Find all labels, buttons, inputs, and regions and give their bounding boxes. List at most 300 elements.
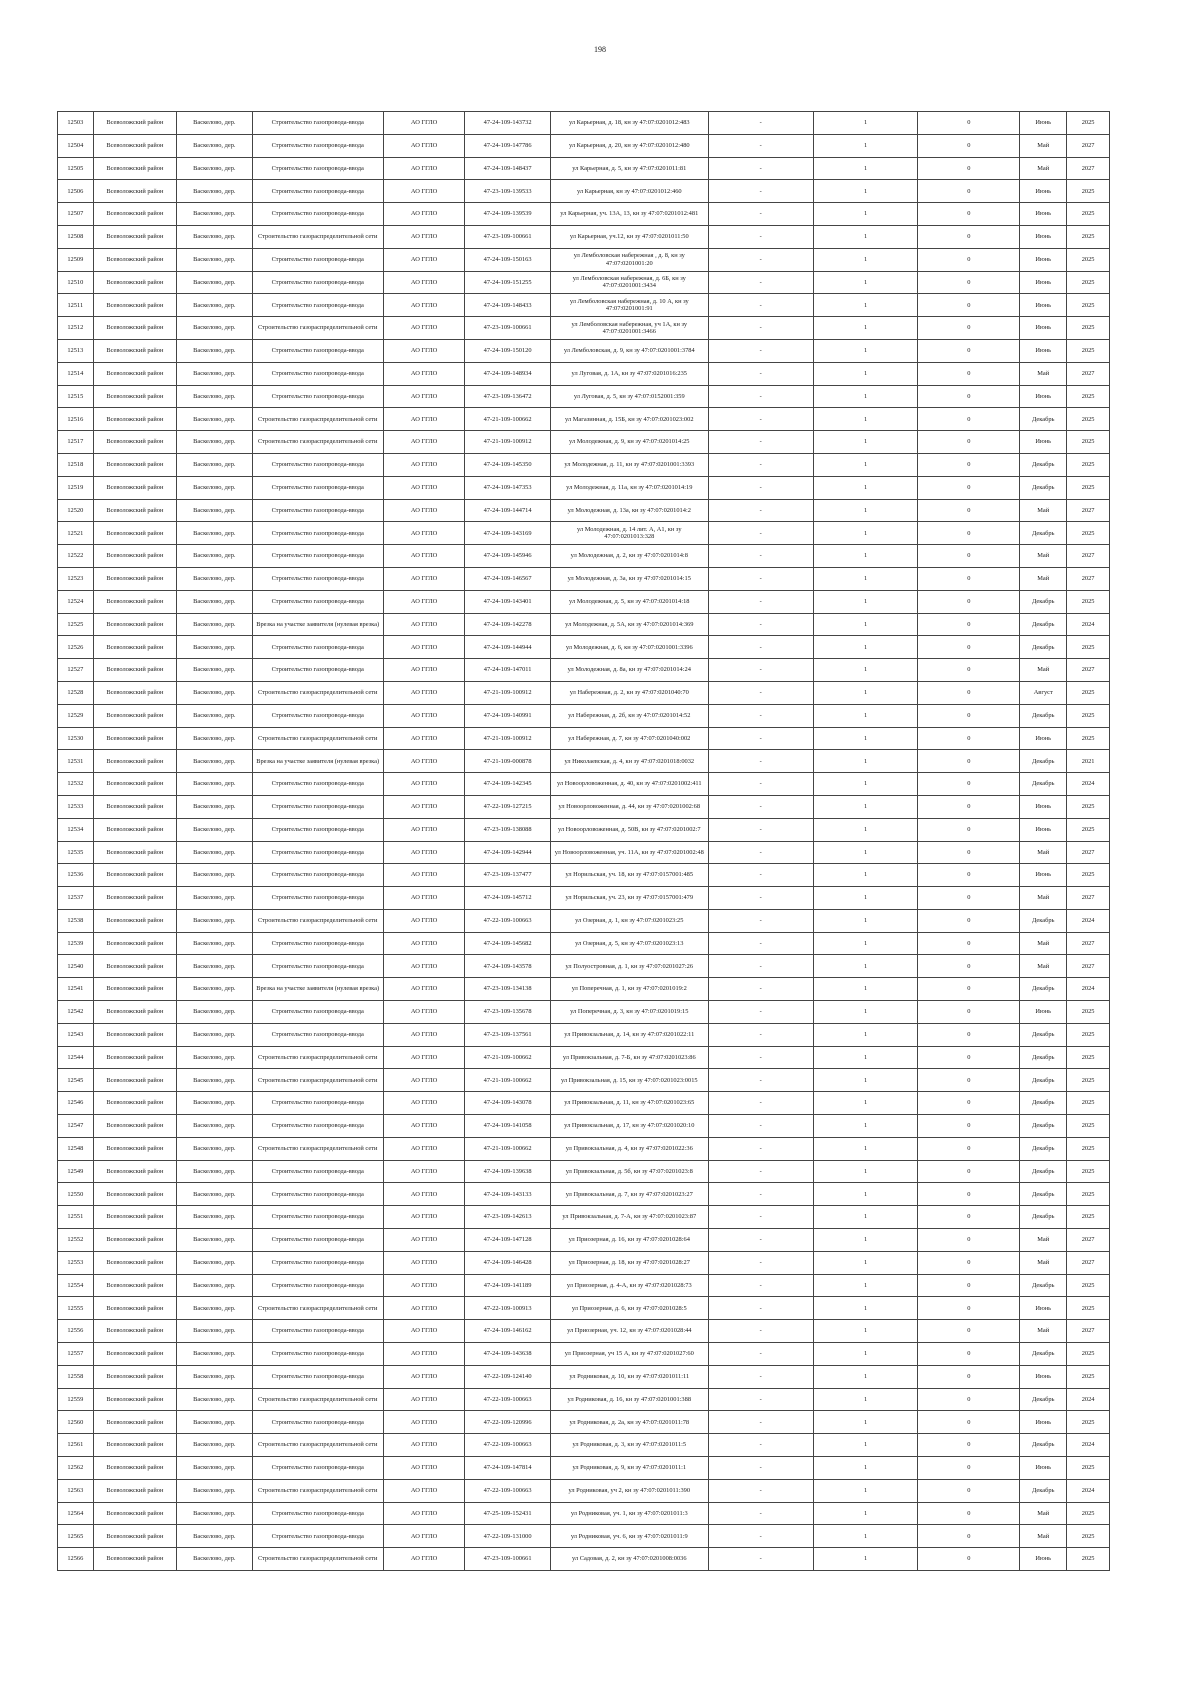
cell-placeholder-dash: -: [708, 773, 813, 796]
cell-quantity-zero: 0: [918, 1502, 1020, 1525]
cell-row-number: 12559: [58, 1388, 94, 1411]
cell-year: 2027: [1067, 567, 1110, 590]
cell-month: Декабрь: [1020, 1434, 1067, 1457]
cell-year: 2025: [1067, 818, 1110, 841]
cell-placeholder-dash: -: [708, 112, 813, 135]
cell-work-type: Строительство газораспределительной сети: [252, 1069, 383, 1092]
table-row: [58, 1274, 1110, 1297]
table-row: [58, 1320, 1110, 1343]
cell-work-type: Строительство газопровода-ввода: [252, 1320, 383, 1343]
cell-quantity-one: 1: [813, 248, 918, 271]
cell-district: Всеволожский район: [93, 1525, 177, 1548]
cell-quantity-zero: 0: [918, 408, 1020, 431]
cell-locality: Васкелово, дер.: [177, 1274, 252, 1297]
cell-placeholder-dash: -: [708, 157, 813, 180]
cell-object-code: 47-24-109-150120: [465, 339, 551, 362]
cell-work-type: Строительство газопровода-ввода: [252, 932, 383, 955]
cell-month: Декабрь: [1020, 636, 1067, 659]
cell-locality: Васкелово, дер.: [177, 909, 252, 932]
cell-quantity-zero: 0: [918, 887, 1020, 910]
cell-work-type: Строительство газопровода-ввода: [252, 453, 383, 476]
cell-quantity-zero: 0: [918, 271, 1020, 294]
cell-district: Всеволожский район: [93, 795, 177, 818]
cell-quantity-zero: 0: [918, 681, 1020, 704]
cell-locality: Васкелово, дер.: [177, 1137, 252, 1160]
table-row: [58, 385, 1110, 408]
cell-address: ул Привокзальная, д. 4, кн зу 47:07:0201022:36: [550, 1137, 708, 1160]
cell-quantity-one: 1: [813, 339, 918, 362]
table-row: [58, 1183, 1110, 1206]
cell-address: ул Новоорловоженная, д. 40, кн зу 47:07:0201002:411: [550, 773, 708, 796]
cell-row-number: 12520: [58, 499, 94, 522]
cell-month: Декабрь: [1020, 590, 1067, 613]
cell-work-type: Строительство газопровода-ввода: [252, 1023, 383, 1046]
table-row: [58, 1001, 1110, 1024]
cell-placeholder-dash: -: [708, 613, 813, 636]
cell-locality: Васкелово, дер.: [177, 613, 252, 636]
cell-address: ул Молодежная, д. 2, кн зу 47:07:0201014:8: [550, 545, 708, 568]
cell-object-code: 47-24-109-147814: [465, 1457, 551, 1480]
cell-quantity-zero: 0: [918, 453, 1020, 476]
cell-quantity-one: 1: [813, 1069, 918, 1092]
cell-object-code: 47-24-109-148433: [465, 294, 551, 317]
table-row: [58, 1046, 1110, 1069]
table-row: [58, 1457, 1110, 1480]
cell-district: Всеволожский район: [93, 1479, 177, 1502]
cell-locality: Васкелово, дер.: [177, 248, 252, 271]
cell-address: ул Карьерная, д. 18, кн зу 47:07:0201012:483: [550, 112, 708, 135]
cell-object-code: 47-24-109-142345: [465, 773, 551, 796]
cell-district: Всеволожский район: [93, 408, 177, 431]
cell-quantity-zero: 0: [918, 1137, 1020, 1160]
cell-work-type: Строительство газопровода-ввода: [252, 362, 383, 385]
cell-row-number: 12529: [58, 704, 94, 727]
cell-year: 2025: [1067, 248, 1110, 271]
cell-work-type: Строительство газопровода-ввода: [252, 545, 383, 568]
cell-quantity-zero: 0: [918, 932, 1020, 955]
cell-object-code: 47-24-109-141189: [465, 1274, 551, 1297]
table-row: [58, 1137, 1110, 1160]
cell-month: Декабрь: [1020, 1069, 1067, 1092]
cell-quantity-zero: 0: [918, 248, 1020, 271]
cell-quantity-one: 1: [813, 636, 918, 659]
cell-year: 2027: [1067, 955, 1110, 978]
cell-month: Декабрь: [1020, 1046, 1067, 1069]
cell-locality: Васкелово, дер.: [177, 1183, 252, 1206]
cell-object-code: 47-24-109-147011: [465, 659, 551, 682]
cell-organization: АО ГГЛО: [383, 773, 464, 796]
cell-quantity-zero: 0: [918, 362, 1020, 385]
cell-year: 2024: [1067, 613, 1110, 636]
cell-quantity-one: 1: [813, 294, 918, 317]
cell-year: 2027: [1067, 1251, 1110, 1274]
cell-quantity-one: 1: [813, 704, 918, 727]
cell-year: 2021: [1067, 750, 1110, 773]
cell-organization: АО ГГЛО: [383, 1434, 464, 1457]
cell-object-code: 47-22-109-127215: [465, 795, 551, 818]
cell-quantity-one: 1: [813, 818, 918, 841]
cell-organization: АО ГГЛО: [383, 385, 464, 408]
cell-quantity-zero: 0: [918, 1457, 1020, 1480]
cell-district: Всеволожский район: [93, 932, 177, 955]
cell-object-code: 47-24-109-147353: [465, 476, 551, 499]
cell-locality: Васкелово, дер.: [177, 1160, 252, 1183]
cell-row-number: 12503: [58, 112, 94, 135]
cell-organization: АО ГГЛО: [383, 248, 464, 271]
cell-district: Всеволожский район: [93, 203, 177, 226]
cell-row-number: 12535: [58, 841, 94, 864]
cell-placeholder-dash: -: [708, 795, 813, 818]
cell-locality: Васкелово, дер.: [177, 1525, 252, 1548]
cell-work-type: Строительство газопровода-ввода: [252, 773, 383, 796]
cell-year: 2025: [1067, 317, 1110, 340]
cell-year: 2024: [1067, 1434, 1110, 1457]
cell-row-number: 12530: [58, 727, 94, 750]
table-row: [58, 1092, 1110, 1115]
table-row: [58, 864, 1110, 887]
cell-month: Июнь: [1020, 864, 1067, 887]
cell-address: ул Карьерная, д. 20, кн зу 47:07:0201012:480: [550, 134, 708, 157]
cell-quantity-one: 1: [813, 681, 918, 704]
cell-object-code: 47-24-109-144944: [465, 636, 551, 659]
cell-work-type: Строительство газопровода-ввода: [252, 659, 383, 682]
cell-work-type: Строительство газораспределительной сети: [252, 1137, 383, 1160]
cell-district: Всеволожский район: [93, 1001, 177, 1024]
cell-placeholder-dash: -: [708, 1297, 813, 1320]
cell-month: Июнь: [1020, 225, 1067, 248]
cell-work-type: Строительство газопровода-ввода: [252, 522, 383, 545]
cell-year: 2027: [1067, 362, 1110, 385]
cell-year: 2025: [1067, 453, 1110, 476]
cell-quantity-one: 1: [813, 1365, 918, 1388]
cell-quantity-zero: 0: [918, 431, 1020, 454]
cell-address: ул Молодежная, д. 6, кн зу 47:07:0201001:3396: [550, 636, 708, 659]
cell-month: Декабрь: [1020, 1137, 1067, 1160]
cell-month: Декабрь: [1020, 909, 1067, 932]
cell-district: Всеволожский район: [93, 134, 177, 157]
cell-quantity-zero: 0: [918, 750, 1020, 773]
cell-organization: АО ГГЛО: [383, 704, 464, 727]
cell-year: 2025: [1067, 385, 1110, 408]
cell-quantity-one: 1: [813, 522, 918, 545]
table-row: [58, 157, 1110, 180]
cell-work-type: Строительство газопровода-ввода: [252, 476, 383, 499]
cell-locality: Васкелово, дер.: [177, 1251, 252, 1274]
cell-address: ул Родниковая, д. 9, кн зу 47:07:0201011:1: [550, 1457, 708, 1480]
cell-row-number: 12547: [58, 1115, 94, 1138]
cell-organization: АО ГГЛО: [383, 1023, 464, 1046]
cell-work-type: Строительство газопровода-ввода: [252, 112, 383, 135]
cell-organization: АО ГГЛО: [383, 1229, 464, 1252]
cell-quantity-zero: 0: [918, 1092, 1020, 1115]
cell-district: Всеволожский район: [93, 613, 177, 636]
cell-quantity-one: 1: [813, 1411, 918, 1434]
cell-locality: Васкелово, дер.: [177, 818, 252, 841]
cell-placeholder-dash: -: [708, 1115, 813, 1138]
cell-row-number: 12540: [58, 955, 94, 978]
table-row: [58, 1297, 1110, 1320]
cell-placeholder-dash: -: [708, 248, 813, 271]
cell-month: Июнь: [1020, 727, 1067, 750]
cell-work-type: Строительство газораспределительной сети: [252, 1548, 383, 1571]
cell-work-type: Строительство газопровода-ввода: [252, 294, 383, 317]
cell-organization: АО ГГЛО: [383, 636, 464, 659]
cell-district: Всеволожский район: [93, 1137, 177, 1160]
cell-work-type: Строительство газопровода-ввода: [252, 134, 383, 157]
cell-year: 2025: [1067, 704, 1110, 727]
cell-row-number: 12541: [58, 978, 94, 1001]
cell-locality: Васкелово, дер.: [177, 1229, 252, 1252]
cell-quantity-one: 1: [813, 659, 918, 682]
cell-locality: Васкелово, дер.: [177, 1434, 252, 1457]
cell-work-type: Строительство газораспределительной сети: [252, 1479, 383, 1502]
cell-locality: Васкелово, дер.: [177, 1365, 252, 1388]
cell-month: Декабрь: [1020, 613, 1067, 636]
cell-address: ул Молодежная, д. 9, кн зу 47:07:0201014:25: [550, 431, 708, 454]
cell-quantity-zero: 0: [918, 1229, 1020, 1252]
table-row: [58, 567, 1110, 590]
cell-organization: АО ГГЛО: [383, 339, 464, 362]
cell-organization: АО ГГЛО: [383, 841, 464, 864]
cell-quantity-one: 1: [813, 750, 918, 773]
cell-address: ул Приозерная, уч. 12, кн зу 47:07:0201028:44: [550, 1320, 708, 1343]
table-row: [58, 134, 1110, 157]
cell-year: 2024: [1067, 773, 1110, 796]
cell-district: Всеволожский район: [93, 887, 177, 910]
table-row: [58, 1388, 1110, 1411]
cell-district: Всеволожский район: [93, 1343, 177, 1366]
cell-quantity-zero: 0: [918, 864, 1020, 887]
cell-object-code: 47-24-109-145682: [465, 932, 551, 955]
cell-quantity-zero: 0: [918, 522, 1020, 545]
cell-address: ул Новоорловоженная, д. 50В, кн зу 47:07:0201002:7: [550, 818, 708, 841]
cell-month: Декабрь: [1020, 704, 1067, 727]
cell-address: ул Набережная, д. 2, кн зу 47:07:0201040:70: [550, 681, 708, 704]
cell-row-number: 12510: [58, 271, 94, 294]
cell-object-code: 47-23-109-100661: [465, 317, 551, 340]
cell-row-number: 12536: [58, 864, 94, 887]
cell-placeholder-dash: -: [708, 180, 813, 203]
cell-year: 2025: [1067, 180, 1110, 203]
cell-month: Декабрь: [1020, 750, 1067, 773]
cell-organization: АО ГГЛО: [383, 1548, 464, 1571]
cell-district: Всеволожский район: [93, 1206, 177, 1229]
cell-locality: Васкелово, дер.: [177, 659, 252, 682]
cell-address: ул Новоорловоженная, уч. 11А, кн зу 47:07:0201002:48: [550, 841, 708, 864]
cell-district: Всеволожский район: [93, 681, 177, 704]
cell-year: 2025: [1067, 590, 1110, 613]
cell-row-number: 12518: [58, 453, 94, 476]
cell-district: Всеволожский район: [93, 750, 177, 773]
cell-year: 2024: [1067, 978, 1110, 1001]
cell-year: 2024: [1067, 1388, 1110, 1411]
cell-district: Всеволожский район: [93, 567, 177, 590]
cell-organization: АО ГГЛО: [383, 545, 464, 568]
table-row: [58, 1160, 1110, 1183]
cell-work-type: Строительство газопровода-ввода: [252, 1343, 383, 1366]
cell-quantity-one: 1: [813, 545, 918, 568]
cell-month: Июнь: [1020, 1001, 1067, 1024]
cell-row-number: 12527: [58, 659, 94, 682]
cell-address: ул Привокзальная, д. 14, кн зу 47:07:0201022:11: [550, 1023, 708, 1046]
cell-year: 2027: [1067, 887, 1110, 910]
cell-object-code: 47-23-109-137477: [465, 864, 551, 887]
cell-quantity-zero: 0: [918, 134, 1020, 157]
cell-quantity-one: 1: [813, 1434, 918, 1457]
cell-organization: АО ГГЛО: [383, 453, 464, 476]
cell-year: 2027: [1067, 659, 1110, 682]
cell-district: Всеволожский район: [93, 1411, 177, 1434]
table-row: [58, 978, 1110, 1001]
cell-address: ул Привокзальная, д. 7-Б, кн зу 47:07:0201023:86: [550, 1046, 708, 1069]
cell-placeholder-dash: -: [708, 294, 813, 317]
cell-row-number: 12558: [58, 1365, 94, 1388]
cell-work-type: Строительство газопровода-ввода: [252, 1229, 383, 1252]
cell-locality: Васкелово, дер.: [177, 1411, 252, 1434]
cell-object-code: 47-22-109-100663: [465, 1388, 551, 1411]
cell-district: Всеволожский район: [93, 864, 177, 887]
cell-object-code: 47-21-109-100662: [465, 1046, 551, 1069]
table-row: [58, 248, 1110, 271]
cell-organization: АО ГГЛО: [383, 476, 464, 499]
cell-placeholder-dash: -: [708, 1343, 813, 1366]
cell-placeholder-dash: -: [708, 431, 813, 454]
cell-quantity-one: 1: [813, 225, 918, 248]
cell-locality: Васкелово, дер.: [177, 1092, 252, 1115]
cell-placeholder-dash: -: [708, 339, 813, 362]
cell-locality: Васкелово, дер.: [177, 955, 252, 978]
cell-address: ул Лемболовская набережная, уч 1А, кн зу 47:07:0201001:3466: [550, 317, 708, 340]
cell-quantity-zero: 0: [918, 1365, 1020, 1388]
cell-object-code: 47-22-109-100663: [465, 1434, 551, 1457]
cell-organization: АО ГГЛО: [383, 225, 464, 248]
cell-locality: Васкелово, дер.: [177, 636, 252, 659]
cell-month: Май: [1020, 362, 1067, 385]
cell-address: ул Карьерная, уч.12, кн зу 47:07:0201011:50: [550, 225, 708, 248]
cell-placeholder-dash: -: [708, 1525, 813, 1548]
cell-organization: АО ГГЛО: [383, 567, 464, 590]
cell-address: ул Родниковая, уч 2, кн зу 47:07:0201011:390: [550, 1479, 708, 1502]
cell-placeholder-dash: -: [708, 864, 813, 887]
cell-month: Июнь: [1020, 1548, 1067, 1571]
cell-month: Декабрь: [1020, 1183, 1067, 1206]
cell-quantity-one: 1: [813, 590, 918, 613]
cell-locality: Васкелово, дер.: [177, 1548, 252, 1571]
cell-object-code: 47-24-109-139539: [465, 203, 551, 226]
cell-address: ул Магазинная, д. 15Б, кн зу 47:07:0201023:002: [550, 408, 708, 431]
cell-address: ул Привокзальная, д. 5б, кн зу 47:07:0201023:8: [550, 1160, 708, 1183]
cell-year: 2027: [1067, 932, 1110, 955]
cell-work-type: Строительство газораспределительной сети: [252, 225, 383, 248]
cell-row-number: 12553: [58, 1251, 94, 1274]
cell-placeholder-dash: -: [708, 134, 813, 157]
table-row: [58, 659, 1110, 682]
cell-object-code: 47-24-109-142944: [465, 841, 551, 864]
cell-object-code: 47-21-109-100662: [465, 1069, 551, 1092]
cell-year: 2027: [1067, 1320, 1110, 1343]
cell-year: 2025: [1067, 522, 1110, 545]
table-row: [58, 1434, 1110, 1457]
cell-district: Всеволожский район: [93, 1251, 177, 1274]
cell-row-number: 12533: [58, 795, 94, 818]
cell-row-number: 12522: [58, 545, 94, 568]
cell-locality: Васкелово, дер.: [177, 545, 252, 568]
cell-locality: Васкелово, дер.: [177, 681, 252, 704]
cell-quantity-one: 1: [813, 271, 918, 294]
cell-locality: Васкелово, дер.: [177, 1046, 252, 1069]
cell-district: Всеволожский район: [93, 271, 177, 294]
cell-quantity-zero: 0: [918, 1343, 1020, 1366]
cell-quantity-one: 1: [813, 408, 918, 431]
table-row: [58, 1251, 1110, 1274]
cell-year: 2025: [1067, 636, 1110, 659]
cell-row-number: 12512: [58, 317, 94, 340]
cell-work-type: Строительство газораспределительной сети: [252, 681, 383, 704]
cell-quantity-zero: 0: [918, 294, 1020, 317]
cell-month: Июнь: [1020, 180, 1067, 203]
table-row: [58, 476, 1110, 499]
cell-year: 2025: [1067, 476, 1110, 499]
cell-organization: АО ГГЛО: [383, 1457, 464, 1480]
cell-locality: Васкелово, дер.: [177, 476, 252, 499]
cell-work-type: Строительство газопровода-ввода: [252, 1457, 383, 1480]
cell-placeholder-dash: -: [708, 1434, 813, 1457]
table-row: [58, 932, 1110, 955]
cell-work-type: Строительство газопровода-ввода: [252, 704, 383, 727]
cell-month: Май: [1020, 932, 1067, 955]
table-row: [58, 545, 1110, 568]
cell-district: Всеволожский район: [93, 385, 177, 408]
cell-month: Декабрь: [1020, 773, 1067, 796]
cell-locality: Васкелово, дер.: [177, 567, 252, 590]
cell-placeholder-dash: -: [708, 1137, 813, 1160]
cell-quantity-one: 1: [813, 385, 918, 408]
cell-row-number: 12549: [58, 1160, 94, 1183]
cell-address: ул Приозерная, уч 15 А, кн зу 47:07:0201027:60: [550, 1343, 708, 1366]
cell-year: 2025: [1067, 1297, 1110, 1320]
cell-placeholder-dash: -: [708, 385, 813, 408]
cell-organization: АО ГГЛО: [383, 1320, 464, 1343]
cell-year: 2025: [1067, 1092, 1110, 1115]
cell-placeholder-dash: -: [708, 225, 813, 248]
cell-year: 2025: [1067, 1343, 1110, 1366]
table-row: [58, 613, 1110, 636]
cell-month: Июнь: [1020, 248, 1067, 271]
cell-organization: АО ГГЛО: [383, 750, 464, 773]
cell-object-code: 47-24-109-143169: [465, 522, 551, 545]
cell-address: ул Приозерная, д. 16, кн зу 47:07:0201028:64: [550, 1229, 708, 1252]
cell-object-code: 47-24-109-148934: [465, 362, 551, 385]
cell-organization: АО ГГЛО: [383, 590, 464, 613]
cell-year: 2025: [1067, 203, 1110, 226]
cell-year: 2025: [1067, 1525, 1110, 1548]
cell-row-number: 12507: [58, 203, 94, 226]
cell-district: Всеволожский район: [93, 1115, 177, 1138]
cell-organization: АО ГГЛО: [383, 1206, 464, 1229]
cell-object-code: 47-22-109-124140: [465, 1365, 551, 1388]
cell-month: Май: [1020, 841, 1067, 864]
cell-address: ул Лемболовская набережная, д. 6Б, кн зу 47:07:0201001:3434: [550, 271, 708, 294]
cell-year: 2025: [1067, 864, 1110, 887]
cell-year: 2025: [1067, 795, 1110, 818]
cell-object-code: 47-24-109-146162: [465, 1320, 551, 1343]
cell-placeholder-dash: -: [708, 1229, 813, 1252]
table-row: [58, 1365, 1110, 1388]
cell-locality: Васкелово, дер.: [177, 294, 252, 317]
cell-month: Май: [1020, 499, 1067, 522]
cell-quantity-one: 1: [813, 909, 918, 932]
cell-placeholder-dash: -: [708, 1274, 813, 1297]
